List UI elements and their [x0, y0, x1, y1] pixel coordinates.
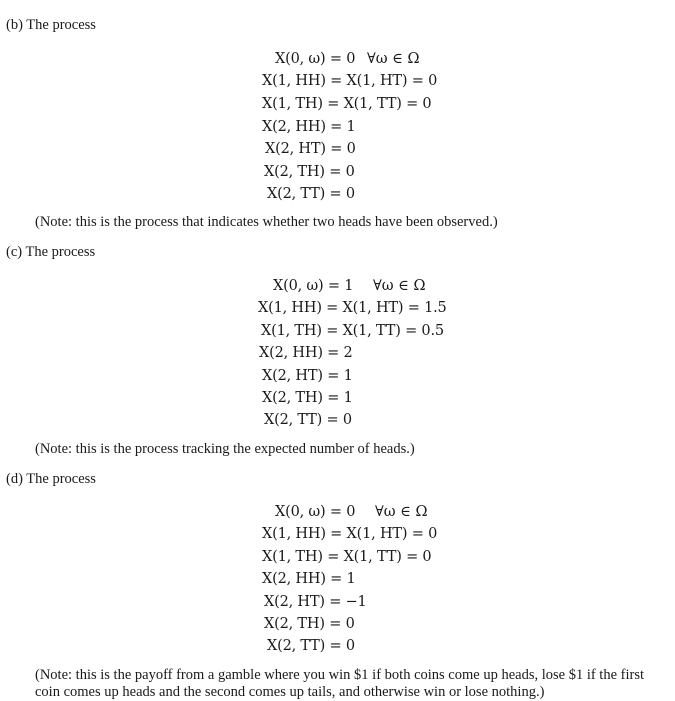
- part-b-heading: (b) The process: [6, 17, 96, 33]
- part-b-eq-6: X(2, TT) = 0: [267, 186, 355, 202]
- part-c-eq-initial: X(0, ω) = 1: [273, 278, 354, 294]
- part-b-eq-initial: X(0, ω) = 0: [275, 51, 356, 67]
- part-b-eq-1: X(1, HH) = X(1, HT) = 0: [262, 73, 438, 89]
- part-d-eq-3: X(2, HH) = 1: [262, 571, 356, 587]
- part-c-note: (Note: this is the process tracking the expected number of heads.): [35, 441, 415, 457]
- part-c-quantifier: ∀ω ∈ Ω: [373, 278, 426, 294]
- part-d-eq-1: X(1, HH) = X(1, HT) = 0: [262, 526, 438, 542]
- part-c-heading: (c) The process: [6, 244, 96, 260]
- part-c-eq-6: X(2, TT) = 0: [264, 412, 352, 428]
- part-b-eq-4: X(2, HT) = 0: [265, 141, 356, 157]
- part-d-eq-initial: X(0, ω) = 0: [275, 504, 356, 520]
- part-d-eq-4: X(2, HT) = −1: [264, 594, 367, 610]
- part-d-note: (Note: this is the payoff from a gamble where you win $1 if both coins come up heads, lose $1 if the first coin comes up heads and the second comes up tails, and otherwise win or lose nothing.): [35, 667, 644, 700]
- part-d-heading: (d) The process: [6, 471, 96, 487]
- part-c-eq-4: X(2, HT) = 1: [262, 368, 353, 384]
- part-d-eq-6: X(2, TT) = 0: [267, 638, 355, 654]
- part-c-eq-2: X(1, TH) = X(1, TT) = 0.5: [261, 323, 444, 339]
- part-b-eq-3: X(2, HH) = 1: [262, 119, 356, 135]
- part-c-eq-1: X(1, HH) = X(1, HT) = 1.5: [258, 300, 447, 316]
- part-d-eq-5: X(2, TH) = 0: [264, 616, 355, 632]
- part-c-eq-5: X(2, TH) = 1: [262, 390, 353, 406]
- part-d-quantifier: ∀ω ∈ Ω: [375, 504, 428, 520]
- part-b-note: (Note: this is the process that indicates whether two heads have been observed.): [35, 214, 498, 230]
- part-d-eq-2: X(1, TH) = X(1, TT) = 0: [262, 549, 432, 565]
- part-b-quantifier: ∀ω ∈ Ω: [367, 51, 420, 67]
- part-b-eq-5: X(2, TH) = 0: [264, 164, 355, 180]
- part-c-eq-3: X(2, HH) = 2: [259, 345, 353, 361]
- part-b-eq-2: X(1, TH) = X(1, TT) = 0: [262, 96, 432, 112]
